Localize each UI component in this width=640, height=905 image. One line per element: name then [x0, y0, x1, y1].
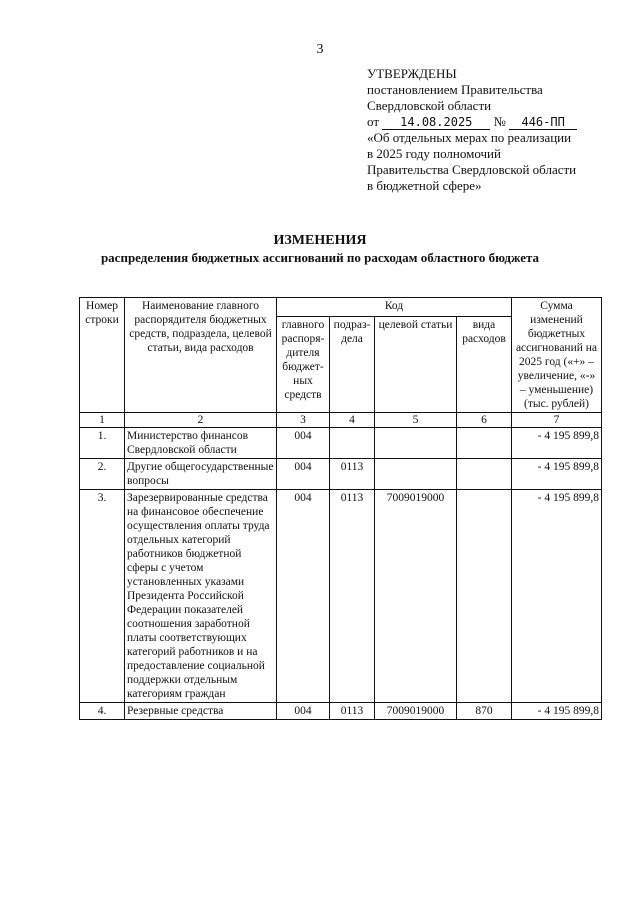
row-subsection: 0113 — [330, 703, 375, 720]
table-row — [80, 459, 602, 490]
column-number: 2 — [125, 413, 277, 428]
document-subtitle: распределения бюджетных ассигнований по расходам областного бюджета — [100, 250, 540, 265]
header-name: Наименование главного распорядителя бюджетных средств, подраздела, целевой статьи, вида расходов — [125, 298, 277, 413]
table-row — [80, 703, 602, 720]
approval-date: 14.08.2025 — [382, 115, 490, 130]
row-sum: - 4 195 899,8 — [512, 703, 602, 720]
header-sum: Сумма изменений бюджетных ассигнований на 2025 год («+» – увеличение, «-» – уменьшение) (тыс. рублей) — [512, 298, 602, 413]
column-number: 1 — [80, 413, 125, 428]
header-code: Код — [277, 298, 512, 317]
row-target — [375, 428, 457, 459]
row-target: 7009019000 — [375, 703, 457, 720]
row-expense-type — [457, 459, 512, 490]
row-subsection: 0113 — [330, 459, 375, 490]
row-chief: 004 — [277, 703, 330, 720]
row-number: 3. — [80, 490, 125, 703]
header-chief: главного распоря-дителя бюджет-ных средств — [277, 316, 330, 412]
approval-number: 446-ПП — [509, 115, 577, 130]
row-expense-type: 870 — [457, 703, 512, 720]
document-title: ИЗМЕНЕНИЯ — [273, 233, 367, 248]
approval-date-line — [367, 114, 627, 130]
number-prefix: № — [493, 114, 506, 129]
column-number: 3 — [277, 413, 330, 428]
header-target: целевой статьи — [375, 316, 457, 412]
row-chief: 004 — [277, 428, 330, 459]
column-number: 7 — [512, 413, 602, 428]
approval-ref-1: «Об отдельных мерах по реализации — [367, 130, 572, 145]
row-number: 1. — [80, 428, 125, 459]
approval-line-1: постановлением Правительства — [367, 82, 543, 97]
row-expense-type — [457, 428, 512, 459]
table-row — [80, 428, 602, 459]
row-chief: 004 — [277, 490, 330, 703]
column-number: 4 — [330, 413, 375, 428]
header-row-number: Номер строки — [80, 298, 125, 413]
row-sum: - 4 195 899,8 — [512, 459, 602, 490]
approval-line-2: Свердловской области — [367, 98, 492, 113]
row-name: Другие общегосударственные вопросы — [125, 459, 277, 490]
approval-ref-2: в 2025 году полномочий — [367, 146, 501, 161]
column-number-row — [80, 413, 602, 428]
approval-ref-3: Правительства Свердловской области — [367, 162, 577, 177]
header-row-1 — [80, 298, 602, 317]
allocation-table — [79, 297, 602, 720]
approval-ref-4: в бюджетной сфере» — [367, 178, 482, 193]
approval-title: УТВЕРЖДЕНЫ — [367, 66, 457, 81]
row-target: 7009019000 — [375, 490, 457, 703]
header-subsection: подраз-дела — [330, 316, 375, 412]
row-number: 4. — [80, 703, 125, 720]
row-number: 2. — [80, 459, 125, 490]
row-subsection: 0113 — [330, 490, 375, 703]
page-number: 3 — [316, 42, 324, 57]
row-name: Резервные средства — [125, 703, 277, 720]
row-name: Министерство финансов Свердловской области — [125, 428, 277, 459]
row-sum: - 4 195 899,8 — [512, 490, 602, 703]
column-number: 5 — [375, 413, 457, 428]
table-row — [80, 490, 602, 703]
header-expense-type: вида расходов — [457, 316, 512, 412]
row-name: Зарезервированные средства на финансовое обеспечение осуществления оплаты труда отдельных категорий работников бюджетной сферы с учетом установленных указами Президента Российской Федерации показателей соотношения заработной платы соответствующих категорий работников и на предоставление социальной поддержки отдельным категориям граждан — [125, 490, 277, 703]
row-target — [375, 459, 457, 490]
row-expense-type — [457, 490, 512, 703]
row-chief: 004 — [277, 459, 330, 490]
row-subsection — [330, 428, 375, 459]
approval-block — [367, 66, 627, 194]
row-sum: - 4 195 899,8 — [512, 428, 602, 459]
date-prefix: от — [367, 114, 380, 129]
column-number: 6 — [457, 413, 512, 428]
